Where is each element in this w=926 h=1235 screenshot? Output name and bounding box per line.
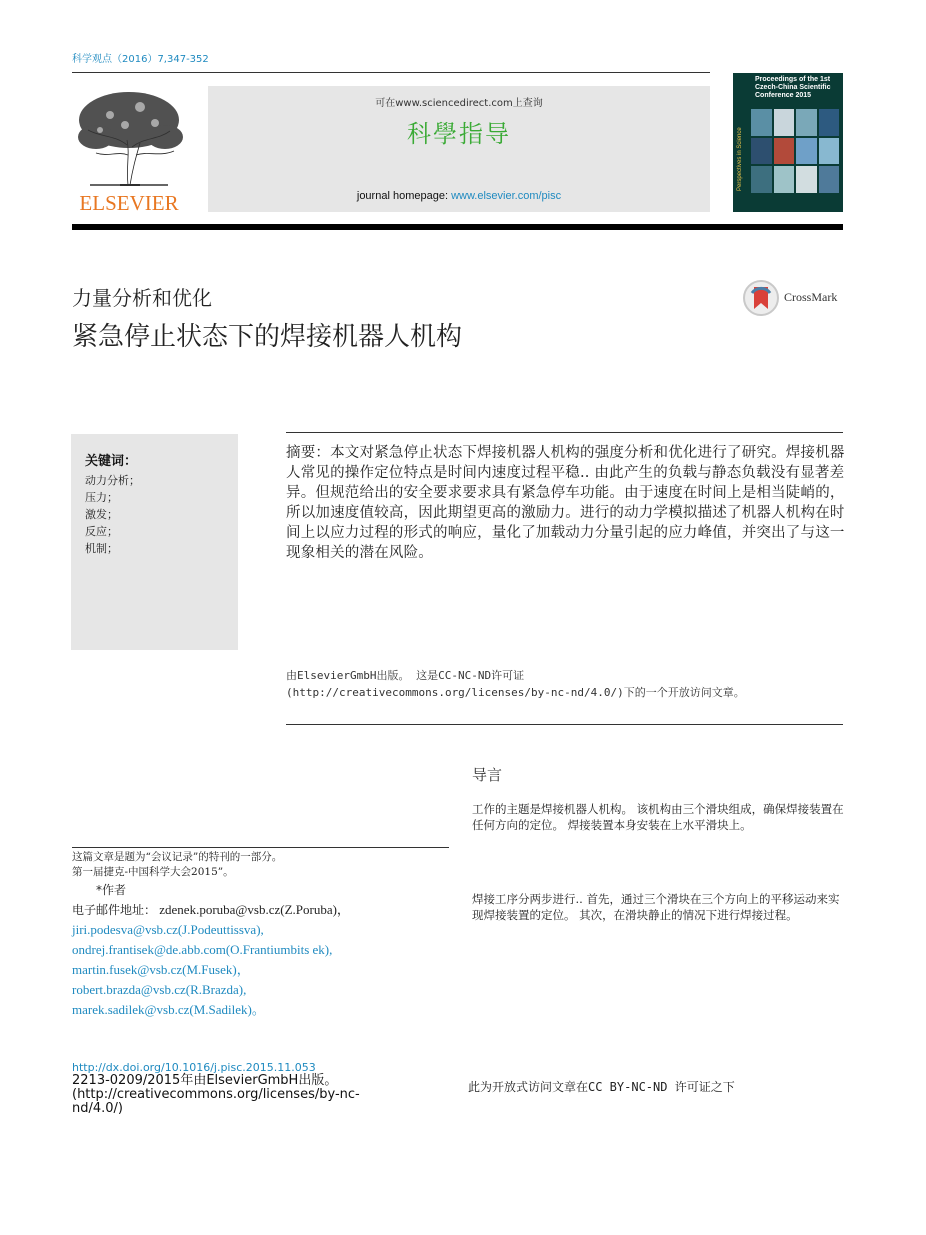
elsevier-tree-icon (70, 85, 188, 213)
introduction-heading: 导言 (472, 766, 503, 784)
copyright-notice: 2213-0209/2015年由ElsevierGmbH出版。(http://creativecommons.org/licenses/by-nc-nd/4.0/) (72, 1073, 360, 1116)
keyword-item: 动力分析； (85, 474, 140, 487)
footnote-rule (72, 847, 449, 848)
license-line: 由ElsevierGmbH出版。 这是CC-NC-ND许可证 (286, 669, 525, 682)
homepage-label: journal homepage: (356, 190, 452, 202)
crossmark-icon (742, 279, 780, 317)
sciencedirect-availability[interactable]: 可在www.sciencedirect.com上查询 (375, 98, 543, 109)
license-statement (286, 667, 846, 701)
keyword-item: 反应； (85, 525, 118, 538)
svg-text:Perspectives in Science: Perspectives in Science (737, 127, 743, 191)
crossmark-label: CrossMark (784, 290, 838, 304)
abstract-text: 摘要：本文对紧急停止状态下焊接机器人机构的强度分析和优化进行了研究。焊接机器人常见的操作定位特点是时间内速度过程平稳.. 由此产生的负载与静态负载没有显著差异。但规范给出的安全要求要求具有紧急停车功能。由于速度在时间上是相当陡峭的，所以加速度值较高，因此期望更高的激励力。进行的动力学模拟描述了机器人机构在时间上以应力过程的形式的响应，量化了加载动力分量引起的应力峰值，并突出了与这一现象相关的潜在风险。 (286, 445, 845, 561)
elsevier-logo[interactable] (70, 85, 188, 213)
corresponding-author-note: *作者 (96, 883, 127, 897)
open-access-note: 此为开放式访问文章在CC BY-NC-ND 许可证之下 (468, 1080, 735, 1094)
introduction-paragraph: 工作的主题是焊接机器人机构。 该机构由三个滑块组成，确保焊接装置在任何方向的定位。 焊接装置本身安装在上水平滑块上。 (472, 802, 844, 832)
header-thick-rule (72, 224, 843, 230)
email-link[interactable]: marek.sadilek@vsb.cz(M.Sadilek)。 (72, 1002, 265, 1017)
cover-title: Proceedings of the 1st Czech-China Scientific Conference 2015 (755, 76, 831, 99)
keyword-item: 压力； (85, 491, 118, 504)
email-link[interactable]: martin.fusek@vsb.cz(M.Fusek)， (72, 962, 250, 977)
email-link[interactable]: zdenek.poruba@vsb.cz(Z.Poruba)， (159, 902, 350, 917)
email-link[interactable]: robert.brazda@vsb.cz(R.Brazda), (72, 982, 247, 997)
footnote-line: 第一届捷克-中国科学大会2015”。 (72, 866, 234, 878)
introduction-paragraph: 焊接工序分两步进行.. 首先，通过三个滑块在三个方向上的平移运动来实现焊接装置的定位。 其次，在滑块静止的情况下进行焊接过程。 (472, 892, 840, 922)
keywords-title: 关键词： (85, 454, 138, 469)
keyword-item: 机制； (85, 542, 118, 555)
article-title: 紧急停止状态下的焊接机器人机构 (72, 322, 463, 352)
cover-side-text (735, 113, 743, 193)
abstract-bottom-rule (286, 724, 843, 725)
footnote-line: 这篇文章是题为“会议记录”的特刊的一部分。 (72, 851, 283, 863)
keywords-list (85, 472, 140, 557)
email-first-line (72, 900, 350, 920)
cover-image-grid (751, 109, 839, 193)
journal-name: 科學指导 (407, 120, 511, 148)
homepage-link[interactable]: www.elsevier.com/pisc (451, 190, 562, 202)
email-label: 电子邮件地址： (72, 903, 157, 917)
journal-banner (208, 86, 710, 212)
special-issue-note (72, 850, 282, 880)
license-line: (http://creativecommons.org/licenses/by-nc-nd/4.0/)下的一个开放访问文章。 (286, 686, 745, 699)
journal-citation: 科学观点（2016）7,347-352 (72, 54, 209, 65)
crossmark-button[interactable] (742, 279, 862, 319)
keywords-panel (71, 434, 238, 650)
header-rule (72, 72, 710, 73)
doi-link[interactable]: http://dx.doi.org/10.1016/j.pisc.2015.11.053 (72, 1061, 316, 1074)
journal-homepage (208, 190, 710, 202)
email-link[interactable]: ondrej.frantisek@de.abb.com(O.Frantiumbits ek), (72, 942, 333, 957)
elsevier-wordmark: ELSEVIER (79, 191, 179, 213)
abstract-top-rule (286, 432, 843, 433)
article-section: 力量分析和优化 (72, 286, 212, 310)
keyword-item: 激发； (85, 508, 118, 521)
email-link[interactable]: jiri.podesva@vsb.cz(J.Podeuttissva), (72, 922, 264, 937)
journal-cover-image[interactable] (733, 73, 843, 212)
email-addresses (72, 900, 350, 1020)
